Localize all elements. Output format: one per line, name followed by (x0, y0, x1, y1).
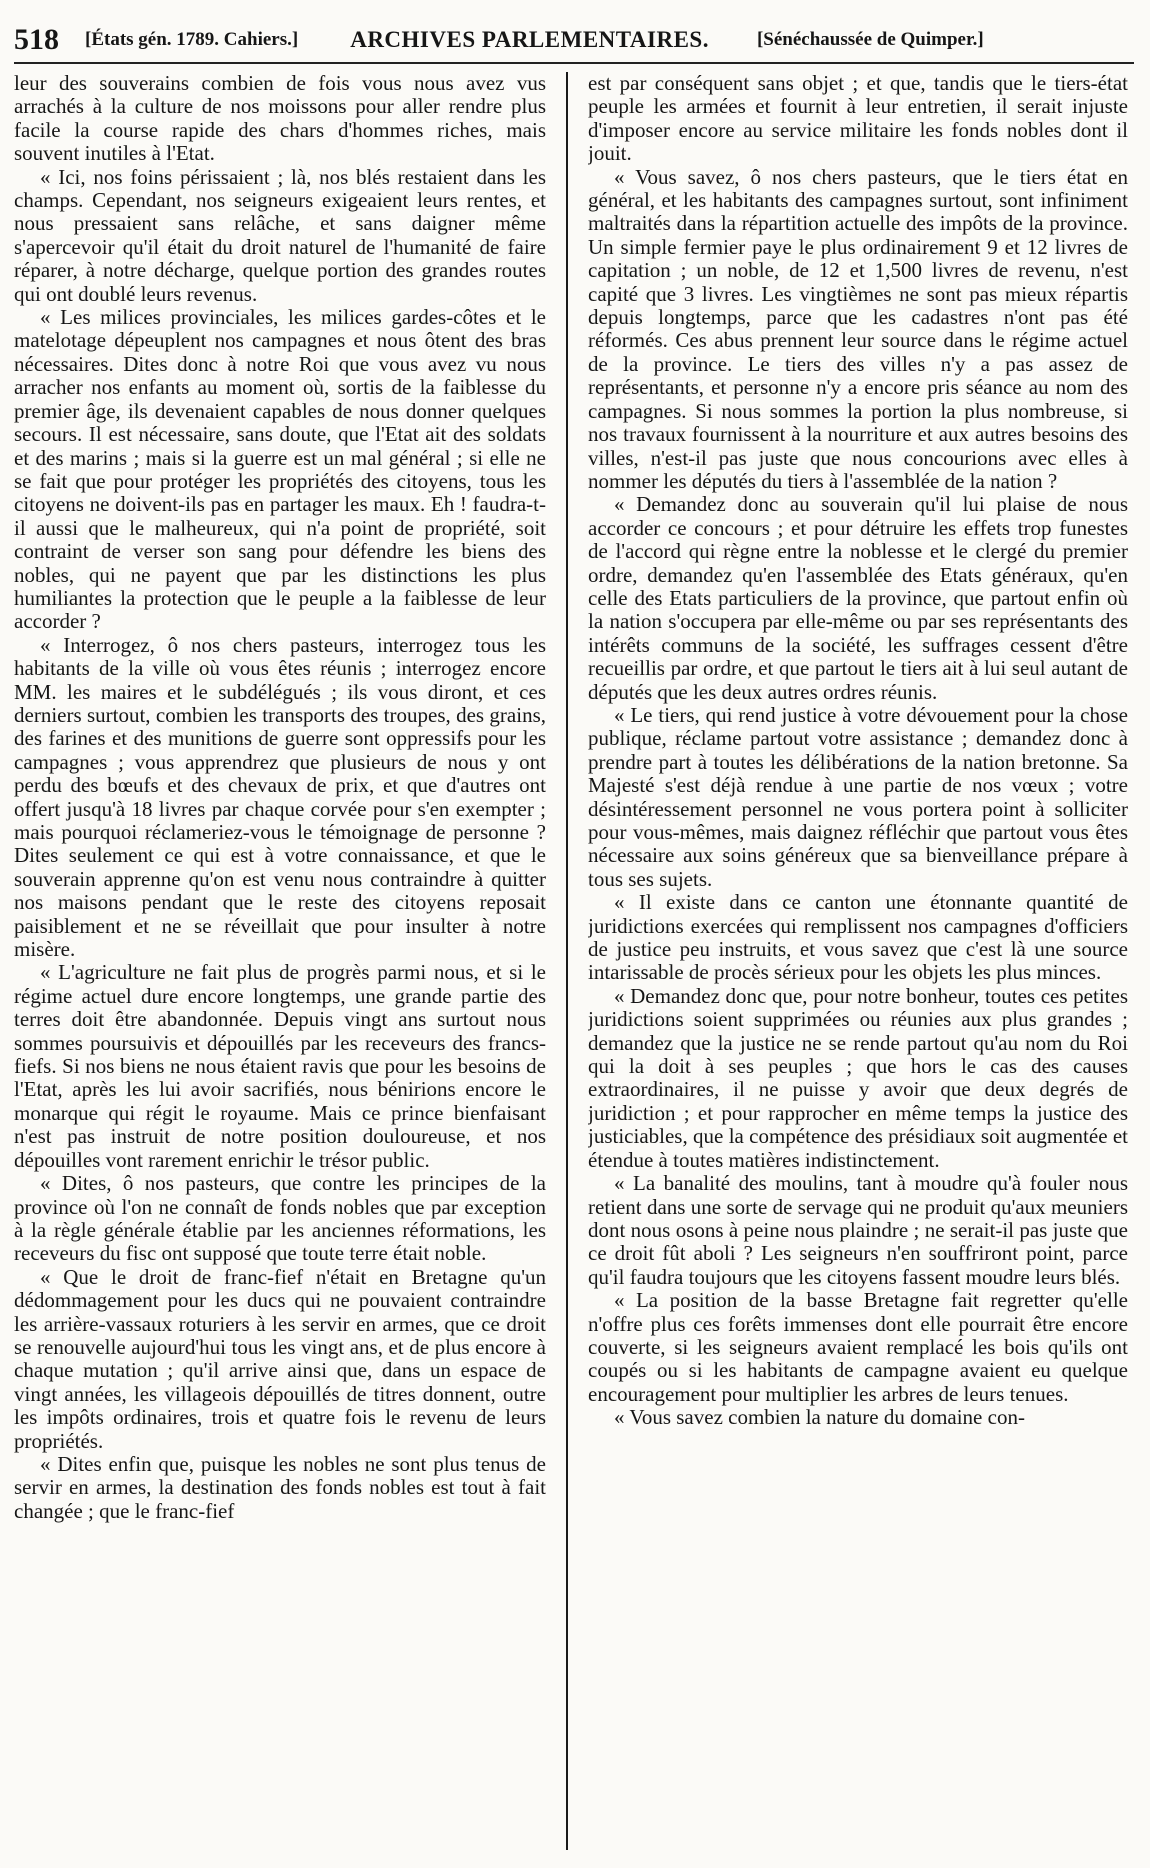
paragraph: « Ici, nos foins périssaient ; là, nos blés restaient dans les champs. Cependant, nos seigneurs exigeaient leurs rentes, et nous pressaient sans relâche, et sans daigner même s'apercevoir qu'il était du droit naturel de l'humanité de faire réparer, à notre décharge, quelque portion des grandes routes qui ont doublé leurs revenus. (14, 164, 546, 306)
paragraph: « Le tiers, qui rend justice à votre dévouement pour la chose publique, réclame partout votre assistance ; demandez donc à prendre part à toutes les délibérations de la nation bretonne. Sa Majesté s'est déjà rendue à une partie de nos vœux ; votre désintéressement personnel ne vous portera point à solliciter pour vous-mêmes, mais daignez réfléchir que partout vous êtes nécessaire aux soins généreux que sa bienveillance prépare à tous ses sujets. (588, 702, 1128, 891)
paragraph: « Les milices provinciales, les milices gardes-côtes et le matelotage dépeuplent nos campagnes et nous ôtent des bras nécessaires. Dites donc à notre Roi que vous avez vu nous arracher nos enfants au moment où, sortis de la faiblesse du premier âge, ils devenaient capables de nous donner quelques secours. Il est nécessaire, sans doute, que l'Etat ait des soldats et des marins ; mais si la guerre est un mal général ; si elle ne se fait que pour protéger les propriétés des citoyens, tous les citoyens ne doivent-ils pas en partager les maux. Eh ! faudra-t-il aussi que le malheureux, qui n'a point de propriété, soit contraint de verser son sang pour défendre les biens des nobles, qui ne payent que par les distinctions les plus humiliantes la protection que le peuple a la faiblesse de leur accorder ? (14, 305, 546, 634)
paragraph: « L'agriculture ne fait plus de progrès parmi nous, et si le régime actuel dure encore longtemps, une grande partie des terres doit être abandonnée. Depuis vingt ans surtout nous sommes poursuivis et dépouillés par les receveurs des francs-fiefs. Si nos biens ne nous étaient ravis que pour les besoins de l'Etat, après les lui avoir sacrifiés, nous bénirions encore le monarque qui régit le royaume. Mais ce prince bienfaisant n'est pas instruit de notre position douloureuse, et nos dépouilles vont rarement enrichir le trésor public. (14, 960, 546, 1172)
page-header (14, 18, 1134, 64)
paragraph: « Dites enfin que, puisque les nobles ne sont plus tenus de servir en armes, la destination des fonds nobles est tout à fait changée ; que le franc-fief (14, 1451, 546, 1523)
paragraph: leur des souverains combien de fois vous nous avez vus arrachés à la culture de nos moissons pour aller rendre plus facile la course rapide des chars d'hommes riches, mais souvent inutiles à l'Etat. (14, 72, 546, 166)
paragraph: « Il existe dans ce canton une étonnante quantité de juridictions exercées qui remplissent nos campagnes d'officiers de justice peu instruits, et vous savez que c'est là une source intarissable de procès sérieux pour les objets les plus minces. (588, 890, 1128, 985)
paragraph: « Dites, ô nos pasteurs, que contre les principes de la province où l'on ne connaît de fonds nobles que par exception à la règle générale établie par les anciennes réformations, les receveurs du fisc ont supposé que toute terre était noble. (14, 1171, 546, 1266)
paragraph: « Demandez donc au souverain qu'il lui plaise de nous accorder ce concours ; et pour détruire les effets trop funestes de l'accord qui règne entre la noblesse et le clergé du premier ordre, demandez qu'en l'assemblée des Etats généraux, qu'en celle des Etats particuliers de la province, que partout enfin où la nation s'occupera par elle-même ou par ses représentants des intérêts communs de la société, les suffrages cessent d'être recueillis par ordre, et que partout le tiers ait à lui seul autant de députés que les deux autres ordres réunis. (588, 492, 1128, 704)
page-number: 518 (14, 23, 59, 56)
paragraph: est par conséquent sans objet ; et que, tandis que le tiers-état peuple les armées et fournit à leur entretien, il serait injuste d'imposer encore au service militaire les fonds nobles dont il jouit. (588, 72, 1128, 166)
right-column (588, 72, 1128, 1832)
paragraph: « Vous savez combien la nature du domaine con- (614, 1405, 1025, 1430)
paragraph: « Interrogez, ô nos chers pasteurs, interrogez tous les habitants de la ville où vous êtes réunis ; interrogez encore MM. les maires et le subdélégués ; ils vous diront, et ces derniers surtout, combien les transports des troupes, des grains, des farines et des munitions de guerre sont oppressifs pour les campagnes ; vous apprendrez que plusieurs de nous y ont perdu des bœufs et des chevaux de prix, et que d'autres ont offert jusqu'à 18 livres par chaque corvée pour s'en exempter ; mais pourquoi réclameriez-vous le témoignage de personne ? Dites seulement ce qui est à votre connaissance, et que le souverain apprenne qu'on est venu nous contraindre à quitter nos maisons pendant que le reste des citoyens reposait paisiblement et ne se réveillait que pour insulter à notre misère. (14, 632, 546, 962)
journal-title: ARCHIVES PARLEMENTAIRES. (350, 27, 709, 52)
left-column (14, 72, 546, 1832)
running-title: [États gén. 1789. Cahiers.] (85, 29, 299, 50)
paragraph: « La banalité des moulins, tant à moudre qu'à fouler nous retient dans une sorte de servage qui ne produit qu'aux meuniers dont nous osons à peine nous plaindre ; ne serait-il pas juste que ce droit fût aboli ? Les seigneurs n'en souffriront point, parce qu'il faudra toujours que les citoyens fassent moudre leurs blés. (588, 1171, 1128, 1289)
paragraph: « Demandez donc que, pour notre bonheur, toutes ces petites juridictions soient supprimées ou réunies aux plus grandes ; demandez que la justice ne se rende partout qu'au nom du Roi qui la doit à ses peuples ; que hors le cas des causes extraordinaires, il ne puisse y avoir que deux degrés de juridiction ; et pour rapprocher en même temps la justice des justiciables, que la compétence des présidiaux soit augmentée et étendue à toutes matières indistinctement. (588, 983, 1128, 1172)
paragraph: « Que le droit de franc-fief n'était en Bretagne qu'un dédommagement pour les ducs qui ne pouvaient contraindre les arrière-vassaux roturiers à les servir en armes, que ce droit se renouvelle aujourd'hui tous les vingt ans, et de plus encore à chaque mutation ; qu'il arrive ainsi que, dans un espace de vingt années, les villageois dépouillés de titres donnent, outre les impôts ordinaires, trois et quatre fois le revenu de leurs propriétés. (14, 1264, 546, 1453)
paragraph: « Vous savez, ô nos chers pasteurs, que le tiers état en général, et les habitants des campagnes surtout, sont infiniment maltraités dans la répartition actuelle des impôts de la province. Un simple fermier paye le plus ordinairement 9 et 12 livres de capitation ; un noble, de 12 et 1,500 livres de revenu, n'est capité que 3 livres. Les vingtièmes ne sont pas mieux répartis depuis longtemps, parce que les cadastres n'ont pas été réformés. Ces abus prennent leur source dans le régime actuel de la province. Le tiers des villes n'y a pas assez de représentants, et personne n'y a encore pris séance au nom des campagnes. Si nous sommes la portion la plus nombreuse, si nos travaux fournissent à la nourriture et aux autres besoins des villes, n'est-il pas juste que nous concourions avec elles à nommer les députés du tiers à l'assemblée de la nation ? (588, 164, 1128, 493)
section-name: [Sénéchaussée de Quimper.] (756, 29, 984, 50)
paragraph: « La position de la basse Bretagne fait regretter qu'elle n'offre plus ces forêts immenses dont elle pourrait être encore couverte, si les seigneurs avaient remplacé les bois qu'ils ont coupés ou si les habitants de campagne avaient eu quelque encouragement pour multiplier les arbres de leurs tenues. (588, 1288, 1128, 1406)
column-divider (566, 72, 568, 1850)
